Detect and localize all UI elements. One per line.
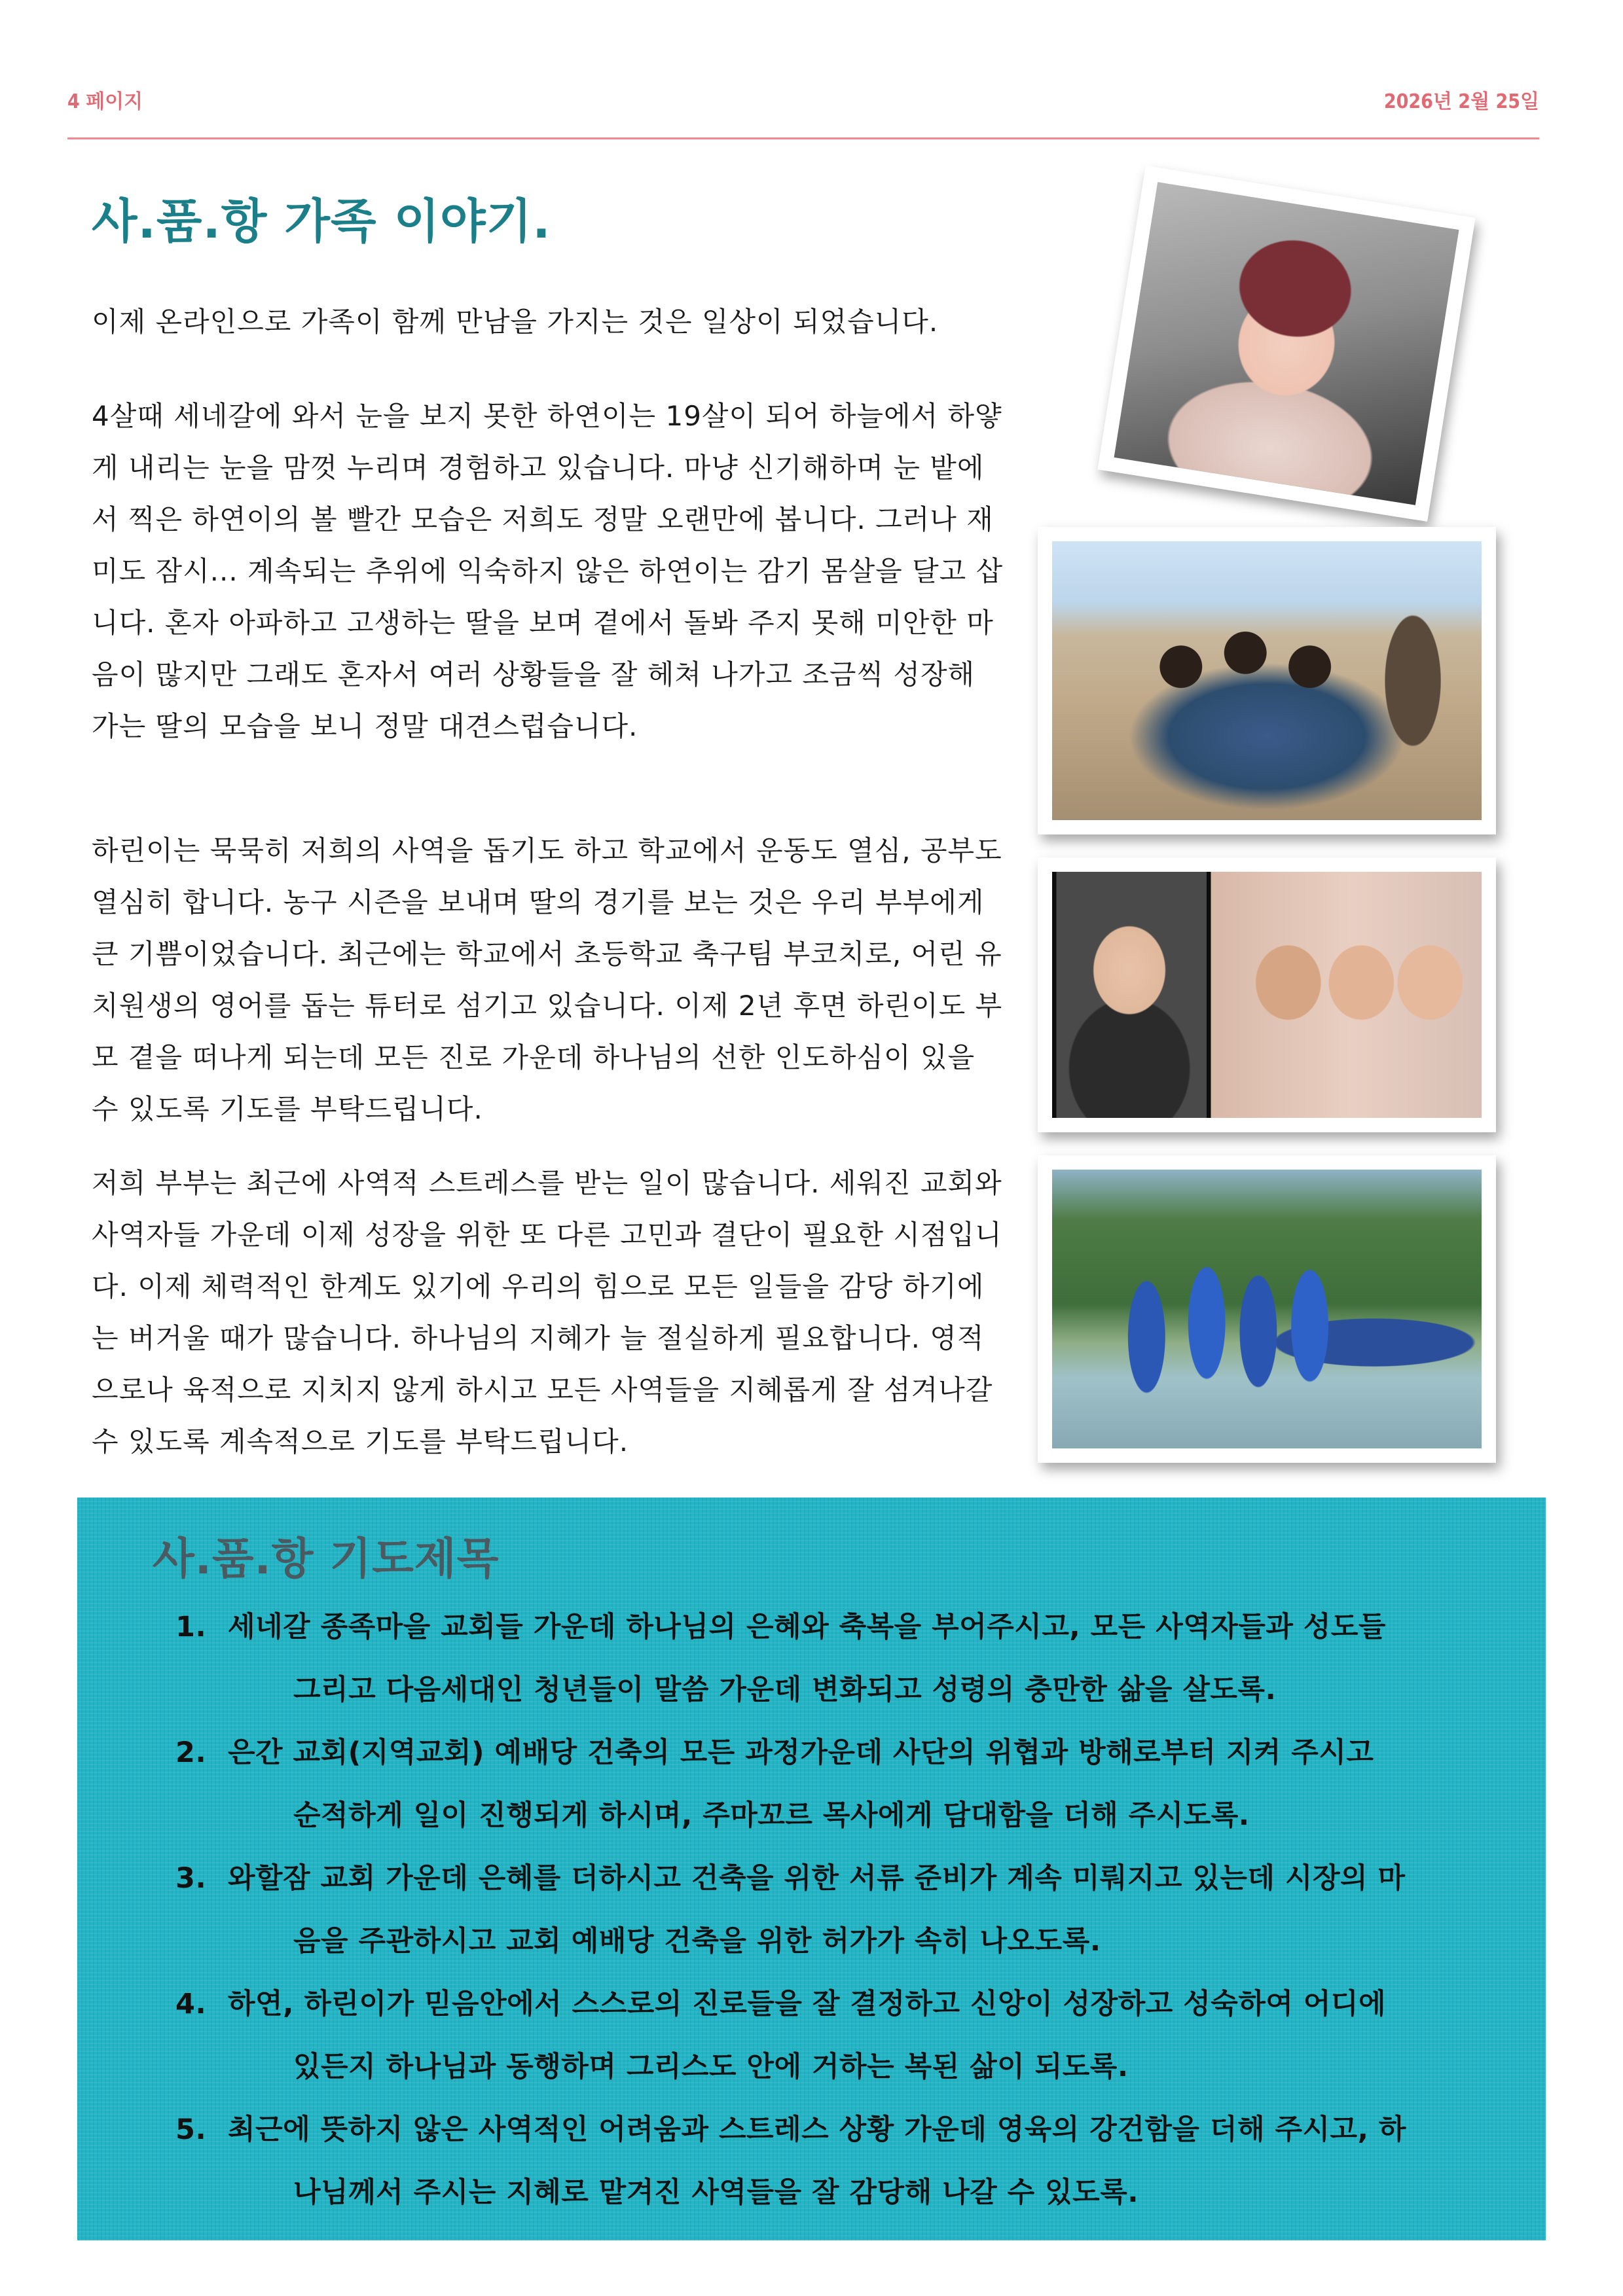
photo-online-family-call	[1038, 857, 1496, 1132]
prayer-item	[175, 1973, 1511, 2098]
prayer-item	[175, 1847, 1511, 1973]
prayer-requests-box	[77, 1498, 1546, 2240]
prayer-item-line: 음을 주관하시고 교회 예배당 건축을 위한 허가가 속히 나오도록.	[293, 1925, 1101, 1958]
header-divider	[67, 137, 1539, 139]
prayer-item-number: 1.	[175, 1611, 207, 1643]
prayer-item-line: 와할잠 교회 가운데 은혜를 더하시고 건축을 위한 서류 준비가 계속 미뤄지고 있는데 시장의 마	[228, 1862, 1406, 1895]
prayer-title: 사.품.항 기도제목	[153, 1534, 500, 1584]
prayer-list	[175, 1596, 1511, 2224]
prayer-item-number: 4.	[175, 1988, 207, 2020]
article-paragraph-1: 이제 온라인으로 가족이 함께 만남을 가지는 것은 일상이 되었습니다.	[92, 306, 939, 338]
photo-village-children	[1038, 527, 1496, 834]
article-paragraph-2: 4살때 세네갈에 와서 눈을 보지 못한 하연이는 19살이 되어 하늘에서 하얗게 내리는 눈을 맘껏 누리며 경험하고 있습니다. 마냥 신기해하며 눈 밭에서 찍은 하연이의 볼 빨간 모습은 저희도 정말 오랜만에 봅니다. 그러나 재미도 잠시... 계속되는 추위에 익숙하지 않은 하연이는 감기 몸살을 달고 삽니다. 혼자 아파하고 고생하는 딸을 보며 곁에서 돌봐 주지 못해 미안한 마음이 많지만 그래도 혼자서 여러 상황들을 잘 헤쳐 나가고 조금씩 성장해 가는 딸의 모습을 보니 정말 대견스럽습니다.	[92, 400, 1004, 742]
issue-date: 2026년 2월 25일	[1383, 90, 1539, 113]
prayer-item	[175, 1596, 1511, 1721]
prayer-item-line: 최근에 뜻하지 않은 사역적인 어려움과 스트레스 상황 가운데 영육의 강건함을 더해 주시고, 하	[228, 2113, 1406, 2146]
prayer-item-line: 하연, 하린이가 믿음안에서 스스로의 진로들을 잘 결정하고 신앙이 성장하고 성숙하여 어디에	[228, 1988, 1386, 2020]
prayer-item-line: 순적하게 일이 진행되게 하시며, 주마꼬르 목사에게 담대함을 더해 주시도록.	[293, 1799, 1250, 1832]
article-paragraph-3: 하린이는 묵묵히 저희의 사역을 돕기도 하고 학교에서 운동도 열심, 공부도 열심히 합니다. 농구 시즌을 보내며 딸의 경기를 보는 것은 우리 부부에게 큰 기쁨이었습니다. 최근에는 학교에서 초등학교 축구팀 부코치로, 어린 유치원생의 영어를 돕는 튜터로 섬기고 있습니다. 이제 2년 후면 하린이도 부모 곁을 떠나게 되는데 모든 진로 가운데 하나님의 선한 인도하심이 있을 수 있도록 기도를 부탁드립니다.	[92, 834, 1003, 1125]
page-number: 4 페이지	[67, 90, 143, 113]
prayer-item-line: 세네갈 종족마을 교회들 가운데 하나님의 은혜와 축복을 부어주시고, 모든 사역자들과 성도들	[228, 1611, 1386, 1643]
prayer-item-number: 2.	[175, 1736, 207, 1769]
prayer-item-line: 나님께서 주시는 지혜로 맡겨진 사역들을 잘 감당해 나갈 수 있도록.	[293, 2176, 1139, 2209]
prayer-item	[175, 2098, 1511, 2224]
prayer-item-line: 은간 교회(지역교회) 예배당 건축의 모든 과정가운데 사단의 위협과 방해로부터 지켜 주시고	[228, 1736, 1374, 1769]
prayer-item-line: 그리고 다음세대인 청년들이 말씀 가운데 변화되고 성령의 충만한 삶을 살도록.	[293, 1674, 1277, 1706]
prayer-item-number: 5.	[175, 2113, 207, 2146]
photo-basketball-team	[1038, 1155, 1496, 1463]
article-title: 사.품.항 가족 이야기.	[92, 194, 551, 249]
photo-selfie-snow	[1097, 166, 1475, 522]
prayer-item	[175, 1721, 1511, 1847]
article-paragraph-4: 저희 부부는 최근에 사역적 스트레스를 받는 일이 많습니다. 세워진 교회와 사역자들 가운데 이제 성장을 위한 또 다른 고민과 결단이 필요한 시점입니다. 이제 체력적인 한계도 있기에 우리의 힘으로 모든 일들을 감당 하기에는 버거울 때가 많습니다. 하나님의 지혜가 늘 절실하게 필요합니다. 영적으로나 육적으로 지치지 않게 하시고 모든 사역들을 지혜롭게 잘 섬겨나갈 수 있도록 계속적으로 기도를 부탁드립니다.	[92, 1167, 1002, 1458]
prayer-item-number: 3.	[175, 1862, 207, 1895]
prayer-item-line: 있든지 하나님과 동행하며 그리스도 안에 거하는 복된 삶이 되도록.	[293, 2051, 1129, 2083]
